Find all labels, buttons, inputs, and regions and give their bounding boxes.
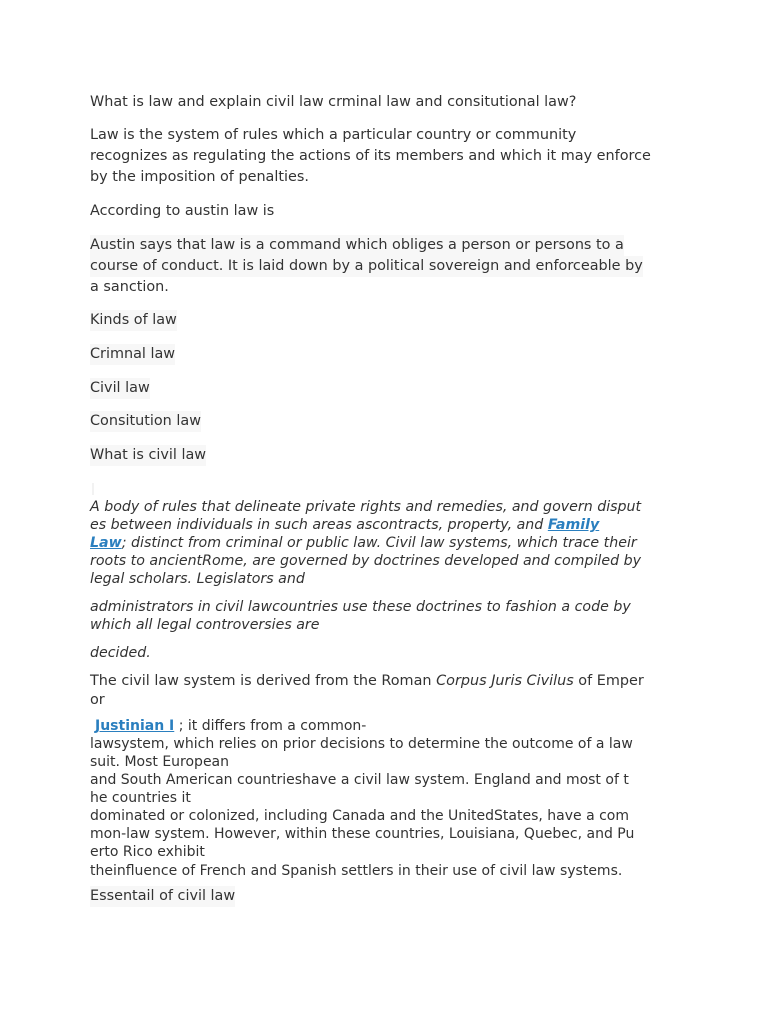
austin-heading: According to austin law is — [90, 203, 275, 219]
quote-line-5: legal scholars. Legislators and — [90, 571, 305, 587]
kind-civil: Civil law — [90, 378, 150, 399]
roman-text: of Emper — [573, 673, 644, 689]
kinds-heading: Kinds of law — [90, 310, 177, 331]
definition-line-2: recognizes as regulating the actions of its members and which it may enforce — [90, 148, 651, 164]
roman-body-1: lawsystem, which relies on prior decisions to determine the outcome of a law — [90, 736, 633, 752]
roman-line-1 — [90, 671, 644, 692]
essentials-heading: Essentail of civil law — [90, 886, 235, 907]
quote-text: ; distinct from criminal or public law. Civil law systems, which trace their — [121, 535, 637, 551]
document-title: What is law and explain civil law crminal law and consitutional law? — [90, 94, 577, 110]
roman-body-2: suit. Most European — [90, 754, 230, 770]
quote-line-8: decided. — [90, 645, 151, 661]
roman-body-3: and South American countrieshave a civil law system. England and most of t — [90, 772, 629, 788]
roman-body-6: mon-law system. However, within these countries, Louisiana, Quebec, and Pu — [90, 826, 635, 842]
austin-line-2: course of conduct. It is laid down by a political sovereign and enforceable by — [90, 256, 643, 277]
justinian-line — [90, 717, 366, 735]
roman-body-8: theinfluence of French and Spanish settlers in their use of civil law systems. — [90, 863, 623, 879]
quote-line-3 — [90, 534, 637, 552]
definition-line-3: by the imposition of penalties. — [90, 169, 309, 185]
quote-line-6: administrators in civil lawcountries use these doctrines to fashion a code by — [90, 599, 631, 615]
roman-body-4: he countries it — [90, 790, 191, 806]
austin-line-3: a sanction. — [90, 279, 169, 295]
civil-heading: What is civil law — [90, 445, 206, 466]
roman-text: ; it differs from a common- — [174, 718, 367, 734]
roman-body-5: dominated or colonized, including Canada and the UnitedStates, have a com — [90, 808, 629, 824]
roman-text: The civil law system is derived from the Roman — [90, 673, 437, 689]
paragraph-marker — [92, 483, 94, 495]
family-law-link[interactable]: Family — [547, 517, 600, 533]
quote-line-2 — [90, 516, 599, 534]
quote-line-1: A body of rules that delineate private rights and remedies, and govern disput — [90, 499, 642, 515]
austin-line-1: Austin says that law is a command which obliges a person or persons to a — [90, 235, 624, 256]
justinian-link[interactable]: Justinian I — [95, 718, 175, 734]
family-law-link-cont[interactable]: Law — [90, 535, 122, 551]
quote-text: es between individuals in such areas ascontracts, property, and — [90, 517, 548, 533]
definition-line-1: Law is the system of rules which a particular country or community — [90, 127, 577, 143]
quote-line-4: roots to ancientRome, are governed by doctrines developed and compiled by — [90, 553, 641, 569]
corpus-juris-name: Corpus Juris Civilus — [436, 673, 574, 689]
roman-line-2: or — [90, 692, 105, 708]
kind-criminal: Crimnal law — [90, 344, 175, 365]
kind-constitution: Consitution law — [90, 411, 201, 432]
quote-line-7: which all legal controversies are — [90, 617, 320, 633]
roman-body-7: erto Rico exhibit — [90, 844, 205, 860]
